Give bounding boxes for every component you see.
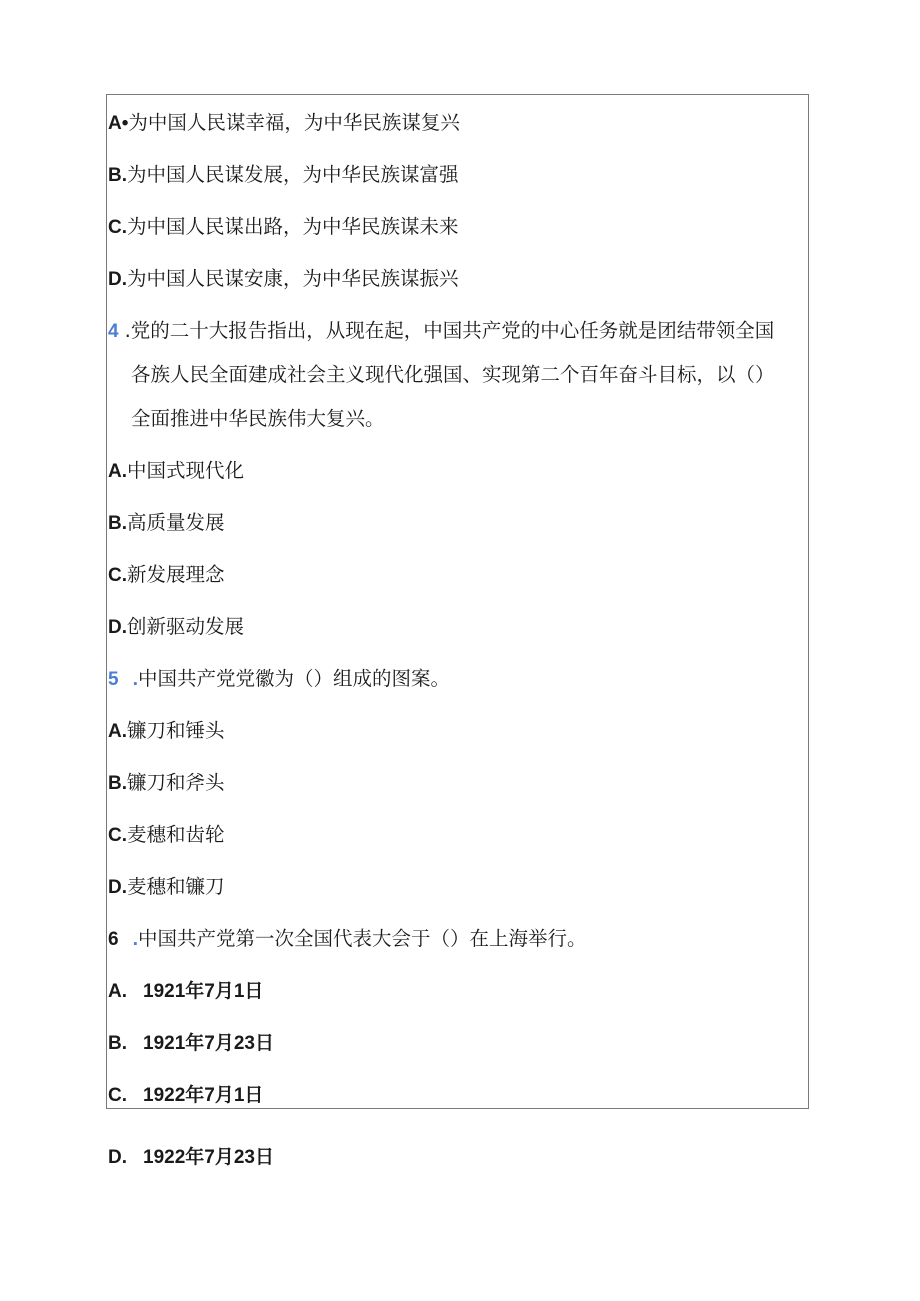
question-number: 4 — [108, 321, 119, 342]
question-text: 全面推进中华民族伟大复兴。 — [131, 407, 385, 430]
option-letter: B. — [108, 513, 127, 534]
option-letter: C. — [108, 565, 127, 586]
q4-question-line-2 — [131, 362, 775, 388]
q5-question — [108, 666, 450, 693]
q5-option-b[interactable] — [108, 770, 225, 797]
q6-question — [108, 926, 587, 953]
option-text: 中国式现代化 — [127, 459, 245, 482]
question-dot: . — [132, 668, 138, 690]
option-letter: A. — [108, 461, 127, 482]
option-letter: D. — [108, 877, 127, 898]
option-text: 为中国人民谋安康，为中华民族谋振兴 — [127, 267, 459, 290]
option-letter: A. — [108, 981, 127, 1002]
question-number: 5 — [108, 669, 119, 690]
q6-option-a[interactable] — [108, 978, 263, 1005]
option-text: 1921年7月1日 — [143, 981, 264, 1002]
option-text: 新发展理念 — [127, 563, 225, 586]
q5-option-d[interactable] — [108, 874, 225, 901]
option-letter: D. — [108, 1147, 127, 1168]
option-text: 1922年7月1日 — [143, 1085, 264, 1106]
option-letter: C. — [108, 1085, 127, 1106]
option-letter: D. — [108, 617, 127, 638]
option-letter: B. — [108, 773, 127, 794]
question-text: .党的二十大报告指出，从现在起，中国共产党的中心任务就是团结带领全国 — [124, 319, 775, 342]
option-text: 1921年7月23日 — [143, 1033, 274, 1054]
option-letter: C. — [108, 825, 127, 846]
q6-option-d[interactable] — [108, 1144, 274, 1171]
q5-option-a[interactable] — [108, 718, 225, 745]
q4-question-line-1 — [108, 318, 774, 345]
option-letter: B. — [108, 1033, 127, 1054]
q6-option-c[interactable] — [108, 1082, 263, 1109]
option-text: 1922年7月23日 — [143, 1147, 274, 1168]
q4-option-d[interactable] — [108, 614, 244, 641]
question-number: 6 — [108, 929, 119, 950]
q3-option-a[interactable] — [108, 110, 460, 137]
q5-option-c[interactable] — [108, 822, 225, 849]
option-letter: D. — [108, 269, 127, 290]
option-letter: A. — [108, 721, 127, 742]
question-text: 中国共产党党徽为（）组成的图案。 — [138, 667, 451, 690]
q6-option-b[interactable] — [108, 1030, 274, 1057]
option-letter: B. — [108, 165, 127, 186]
question-text: 各族人民全面建成社会主义现代化强国、实现第二个百年奋斗目标，以（） — [131, 363, 775, 386]
option-text: 为中国人民谋出路，为中华民族谋未来 — [127, 215, 459, 238]
option-letter: A• — [108, 113, 129, 134]
option-text: 麦穗和镰刀 — [127, 875, 225, 898]
q4-question-line-3 — [131, 406, 385, 432]
option-letter: C. — [108, 217, 127, 238]
option-text: 为中国人民谋幸福，为中华民族谋复兴 — [128, 111, 460, 134]
option-text: 高质量发展 — [127, 511, 225, 534]
q4-option-a[interactable] — [108, 458, 244, 485]
q4-option-b[interactable] — [108, 510, 225, 537]
q4-option-c[interactable] — [108, 562, 225, 589]
q3-option-c[interactable] — [108, 214, 459, 241]
table-border — [106, 94, 809, 1109]
option-text: 镰刀和锤头 — [127, 719, 225, 742]
q3-option-d[interactable] — [108, 266, 459, 293]
question-dot: . — [132, 928, 138, 950]
option-text: 创新驱动发展 — [127, 615, 245, 638]
option-text: 麦穗和齿轮 — [127, 823, 225, 846]
question-text: 中国共产党第一次全国代表大会于（）在上海举行。 — [138, 927, 587, 950]
option-text: 镰刀和斧头 — [127, 771, 225, 794]
q3-option-b[interactable] — [108, 162, 459, 189]
option-text: 为中国人民谋发展，为中华民族谋富强 — [127, 163, 459, 186]
